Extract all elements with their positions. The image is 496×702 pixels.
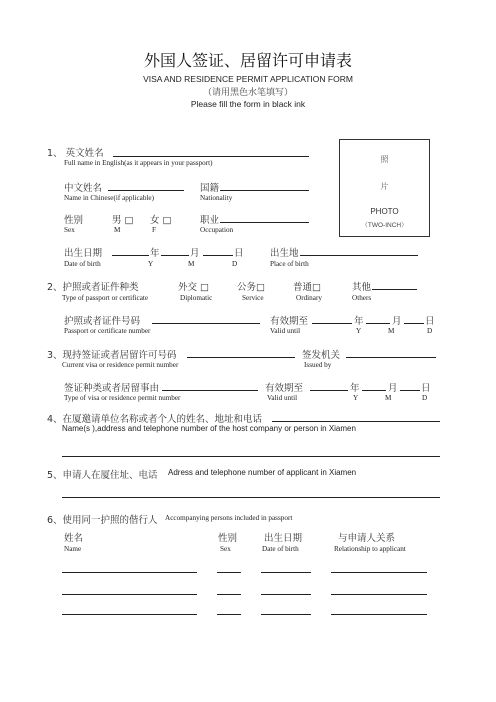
companion-3-relation-field[interactable]	[331, 614, 427, 615]
dob-m-en: M	[188, 260, 195, 268]
nationality-label: 国籍	[200, 183, 220, 194]
passport-valid-label: 有效期至	[270, 316, 309, 327]
pob-field[interactable]	[300, 255, 418, 256]
s2-label-cn: 2、护照或者证件种类	[47, 282, 139, 293]
passport-number-label: 护照或者证件号码	[64, 316, 141, 327]
ink-note-cn: （请用黑色水笔填写）	[202, 88, 293, 98]
dob-label-en: Date of birth	[64, 260, 101, 268]
passport-valid-year-char: 年	[354, 316, 364, 327]
ordinary-en: Ordinary	[296, 294, 322, 302]
service-checkbox[interactable]: 公务□	[237, 282, 265, 293]
female-checkbox[interactable]: 女 □	[150, 215, 172, 226]
passport-valid-day-char: 日	[425, 316, 435, 327]
s3-label-cn: 3、现持签证或者居留许可号码	[47, 350, 177, 361]
col-dob-en: Date of birth	[262, 545, 299, 553]
photo-box[interactable]	[339, 139, 430, 237]
visa-valid-d-en: D	[422, 394, 428, 402]
s1-label-cn: 1、 英文姓名	[47, 148, 104, 159]
visa-valid-y-en: Y	[353, 394, 359, 402]
service-en: Service	[242, 294, 264, 302]
applicant-address-field[interactable]	[62, 497, 440, 498]
companion-3-sex-field[interactable]	[217, 614, 241, 615]
dob-year-field[interactable]	[112, 255, 149, 256]
companion-1-sex-field[interactable]	[217, 572, 241, 573]
ordinary-checkbox[interactable]: 普通□	[293, 282, 321, 293]
col-dob-cn: 出生日期	[264, 533, 303, 544]
companion-1-name-field[interactable]	[62, 572, 197, 573]
photo-char-pian: 片	[380, 182, 389, 191]
visa-type-field[interactable]	[162, 390, 258, 391]
companion-2-name-field[interactable]	[62, 594, 197, 595]
dob-d-en: D	[232, 260, 238, 268]
host-info-field-2[interactable]	[62, 456, 440, 457]
s6-label-cn: 6、使用同一护照的偕行人	[47, 515, 158, 526]
sex-label: 性别	[64, 215, 84, 226]
visa-valid-m-en: M	[385, 394, 392, 402]
companion-2-sex-field[interactable]	[217, 594, 241, 595]
dob-day-field[interactable]	[203, 255, 233, 256]
s3-label-en: Current visa or residence permit number	[62, 361, 179, 369]
diplomatic-en: Diplomatic	[180, 294, 213, 302]
dob-year-char: 年	[150, 248, 160, 259]
visa-valid-day-char: 日	[421, 383, 431, 394]
diplomatic-checkbox[interactable]: 外交 □	[178, 282, 209, 293]
companion-1-relation-field[interactable]	[331, 572, 427, 573]
chinese-name-label-en: Name in Chinese(if applicable)	[64, 194, 155, 202]
dob-y-en: Y	[148, 260, 154, 268]
visa-valid-year-field[interactable]	[310, 390, 348, 391]
ink-note-en: Please fill the form in black ink	[190, 99, 306, 109]
companion-2-dob-field[interactable]	[261, 594, 311, 595]
nationality-field[interactable]	[220, 190, 309, 191]
occupation-label: 职业	[200, 215, 220, 226]
others-label: 其他	[352, 282, 372, 293]
host-info-field-1[interactable]	[272, 421, 440, 422]
male-checkbox[interactable]: 男 □	[112, 215, 134, 226]
visa-type-label: 签证种类或者居留事由	[64, 383, 160, 394]
visa-valid-label: 有效期至	[265, 383, 304, 394]
col-name-cn: 姓名	[64, 533, 84, 544]
issued-by-field[interactable]	[346, 357, 436, 358]
photo-size: （TWO-INCH）	[361, 222, 408, 229]
current-visa-number-field[interactable]	[187, 357, 295, 358]
photo-label: PHOTO	[370, 207, 399, 216]
passport-valid-month-field[interactable]	[366, 323, 390, 324]
form-subtitle-en: VISA AND RESIDENCE PERMIT APPLICATION FORM	[143, 74, 353, 84]
s1-label-en: Full name in English(as it appears in your passport)	[64, 159, 213, 167]
passport-number-field[interactable]	[152, 323, 260, 324]
chinese-name-label: 中文姓名	[64, 183, 103, 194]
col-sex-cn: 性别	[218, 533, 238, 544]
s6-label-en: Accompanying persons included in passport	[165, 514, 293, 522]
passport-valid-m-en: M	[388, 327, 395, 335]
s4-label-en: Name(s ),address and telephone number of the host company or person in Xiamen	[62, 424, 356, 433]
companion-2-relation-field[interactable]	[331, 594, 427, 595]
issued-by-en: Issued by	[304, 361, 332, 369]
passport-number-en: Passport or certificate number	[64, 327, 151, 335]
s2-label-en: Type of passport or certificate	[62, 294, 149, 302]
form-title: 外国人签证、居留许可申请表	[143, 51, 352, 70]
pob-label: 出生地	[270, 248, 299, 259]
nationality-label-en: Nationality	[200, 194, 233, 202]
companion-3-dob-field[interactable]	[261, 614, 311, 615]
visa-valid-day-field[interactable]	[400, 390, 420, 391]
visa-valid-en: Valid until	[267, 394, 298, 402]
english-name-field[interactable]	[113, 156, 309, 157]
issued-by-label: 签发机关	[302, 350, 341, 361]
passport-valid-year-field[interactable]	[312, 323, 352, 324]
dob-day-char: 日	[234, 248, 244, 259]
col-name-en: Name	[64, 545, 82, 553]
s5-label-cn: 5、申请人在厦住址、电话	[47, 470, 158, 481]
companion-1-dob-field[interactable]	[261, 572, 311, 573]
dob-month-char: 月	[190, 248, 200, 259]
others-field[interactable]	[372, 289, 417, 290]
visa-valid-year-char: 年	[350, 383, 360, 394]
col-rel-cn: 与申请人关系	[338, 533, 396, 544]
visa-valid-month-char: 月	[388, 383, 398, 394]
pob-label-en: Place of birth	[270, 260, 309, 268]
s5-label-en: Adress and telephone number of applicant in Xiamen	[168, 468, 357, 477]
s4-label-cn: 4、在厦邀请单位名称或者个人的姓名、地址和电话	[47, 414, 263, 425]
col-rel-en: Relationship to applicant	[334, 545, 406, 553]
sex-label-en: Sex	[64, 226, 75, 234]
companion-3-name-field[interactable]	[62, 614, 197, 615]
passport-valid-d-en: D	[427, 327, 433, 335]
visa-type-en: Type of visa or residence permit number	[64, 394, 181, 402]
passport-valid-day-field[interactable]	[404, 323, 424, 324]
photo-char-zhao: 照	[380, 155, 389, 164]
passport-valid-en: Valid until	[270, 327, 301, 335]
dob-label: 出生日期	[64, 248, 103, 259]
occupation-field[interactable]	[220, 222, 309, 223]
chinese-name-field[interactable]	[108, 190, 184, 191]
dob-month-field[interactable]	[161, 255, 189, 256]
occupation-label-en: Occupation	[200, 226, 234, 234]
female-label-en: F	[152, 226, 156, 234]
passport-valid-month-char: 月	[392, 316, 402, 327]
passport-valid-y-en: Y	[356, 327, 362, 335]
others-en: Others	[352, 294, 372, 302]
male-label-en: M	[114, 226, 121, 234]
col-sex-en: Sex	[220, 545, 231, 553]
visa-valid-month-field[interactable]	[362, 390, 386, 391]
